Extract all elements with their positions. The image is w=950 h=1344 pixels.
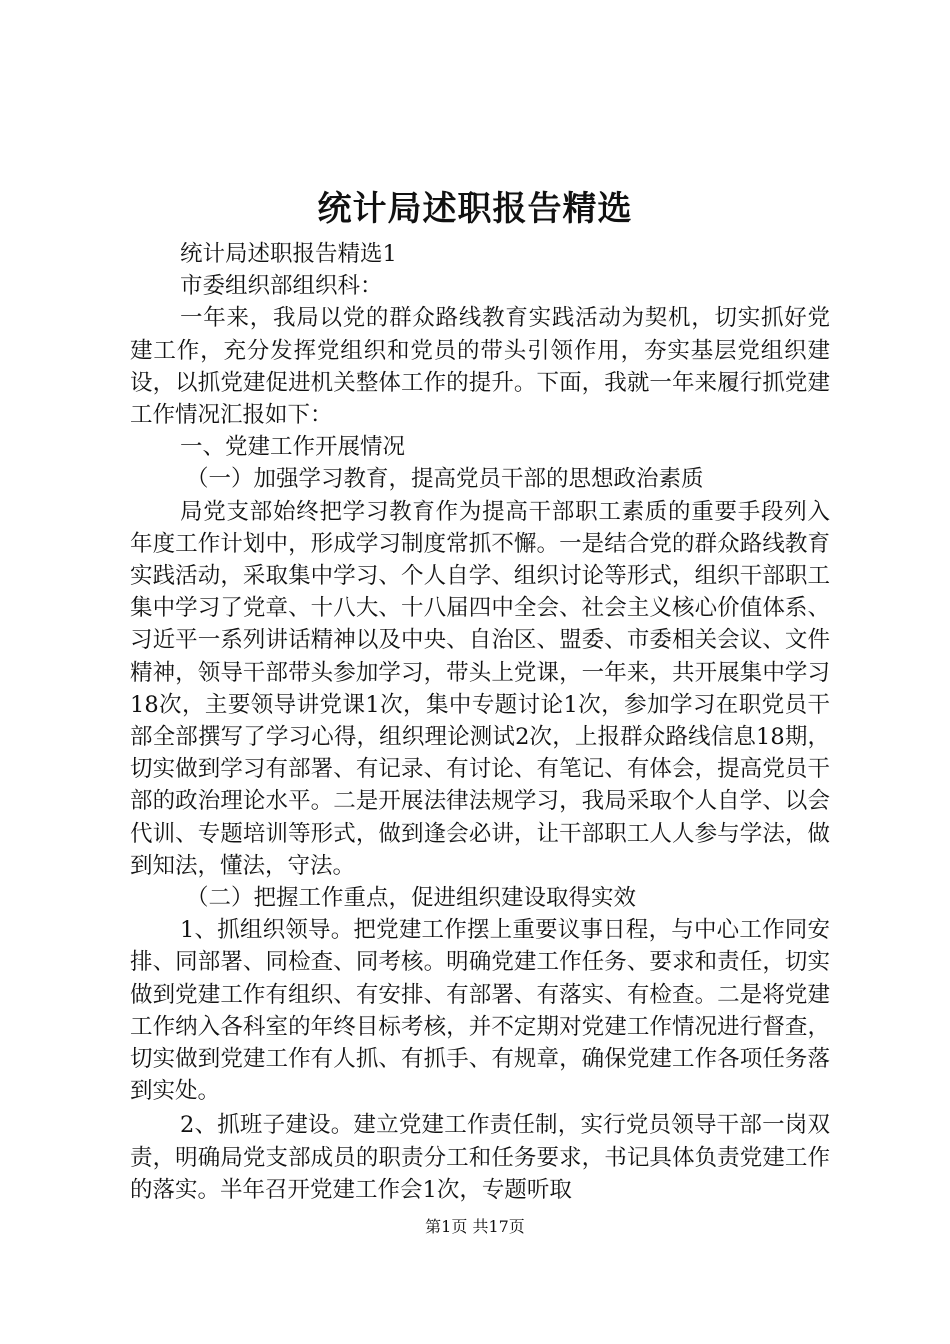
paragraph-intro: 一年来，我局以党的群众路线教育实践活动为契机，切实抓好党建工作，充分发挥党组织和党员的带头引领作用，夯实基层党组织建设，以抓党建促进机关整体工作的提升。下面，我就一年来履行抓党建工作情况汇报如下：	[130, 305, 830, 429]
salutation: 市委组织部组织科：	[180, 273, 383, 300]
heading-sub-one: （一）加强学习教育，提高党员干部的思想政治素质	[186, 466, 704, 493]
page-number: 第1页 共17页	[425, 1217, 525, 1236]
paragraph-study: 局党支部始终把学习教育作为提高干部职工素质的重要手段列入年度工作计划中，形成学习制度常抓不懈。一是结合党的群众路线教育实践活动，采取集中学习、个人自学、组织讨论等形式，组织干部职工集中学习了党章、十八大、十八届四中全会、社会主义核心价值体系、习近平一系列讲话精神以及中央、自治区、盟委、市委相关会议、文件精神，领导干部带头参加学习，带头上党课，一年来，共开展集中学习18次，主要领导讲党课1次，集中专题讨论1次，参加学习在职党员干部全部撰写了学习心得，组织理论测试2次，上报群众路线信息18期，切实做到学习有部署、有记录、有讨论、有笔记、有体会，提高党员干部的政治理论水平。二是开展法律法规学习，我局采取个人自学、以会代训、专题培训等形式，做到逢会必讲，让干部职工人人参与学法，做到知法，懂法，守法。	[130, 498, 830, 879]
heading-part-one: 一、党建工作开展情况	[180, 434, 406, 461]
paragraph-leadership: 2、抓班子建设。建立党建工作责任制，实行党员领导干部一岗双责，明确局党支部成员的职责分工和任务要求，书记具体负责党建工作的落实。半年召开党建工作会1次，专题听取	[130, 1112, 830, 1203]
section-heading: 统计局述职报告精选1	[180, 241, 397, 267]
document-title: 统计局述职报告精选	[317, 189, 633, 229]
paragraph-organization: 1、抓组织领导。把党建工作摆上重要议事日程，与中心工作同安排、同部署、同检查、同考核。明确党建工作任务、要求和责任，切实做到党建工作有组织、有安排、有部署、有落实、有检查。二是将党建工作纳入各科室的年终目标考核，并不定期对党建工作情况进行督查，切实做到党建工作有人抓、有抓手、有规章，确保党建工作各项任务落到实处。	[130, 917, 830, 1105]
document-body	[130, 238, 830, 1206]
heading-sub-two: （二）把握工作重点，促进组织建设取得实效	[186, 885, 637, 912]
